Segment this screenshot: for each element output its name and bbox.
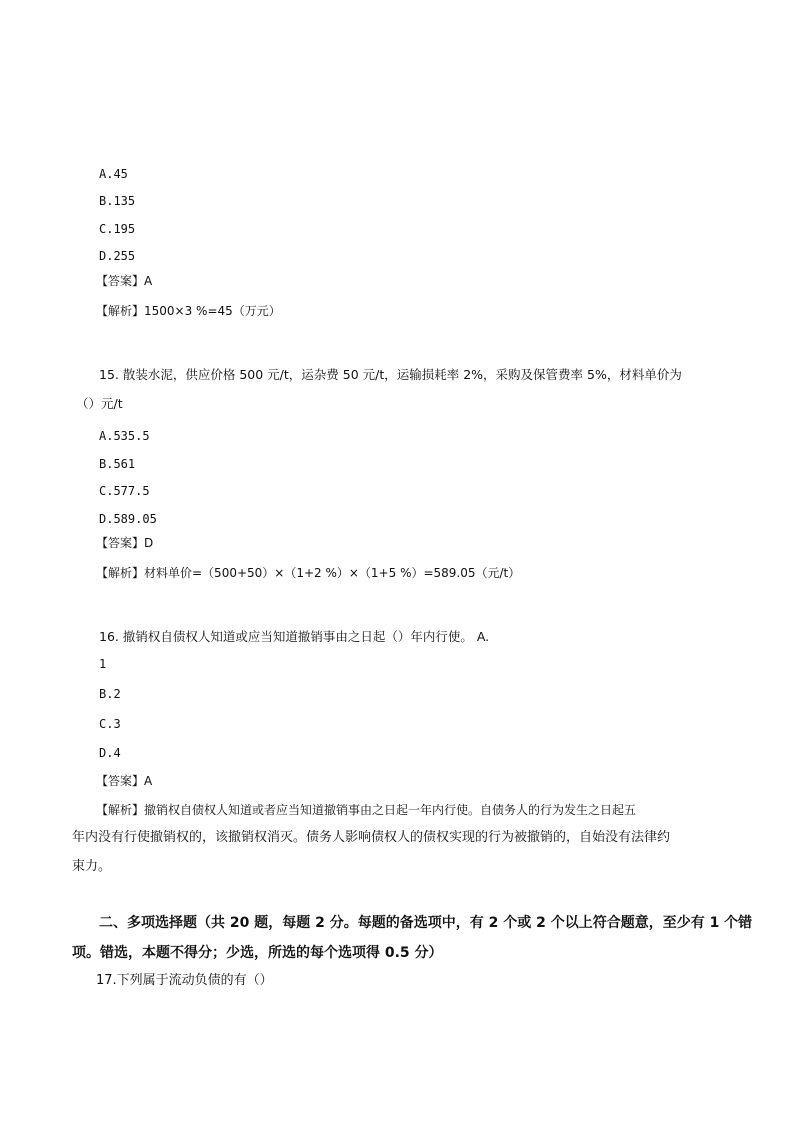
q15-option-b: B.561 [99, 457, 136, 471]
q15-stem-line1: 15. 散装水泥，供应价格 500 元/t，运杂费 50 元/t，运输损耗率 2%，采购及保管费率 5%，材料单价为 [99, 367, 682, 382]
q14-option-c: C.195 [99, 222, 136, 236]
q14-option-a: A.45 [99, 167, 128, 181]
q16-answer: 【答案】A [96, 774, 153, 788]
q15-stem-line2: （）元/t [76, 396, 123, 411]
q16-option-d: D.4 [99, 746, 121, 760]
q16-explanation-line1: 【解析】撤销权自债权人知道或者应当知道撤销事由之日起一年内行使。自债务人的行为发生之日起五 [96, 803, 637, 817]
q17-stem: 17.下列属于流动负债的有（） [96, 973, 273, 988]
q15-option-d: D.589.05 [99, 512, 157, 526]
q14-explanation: 【解析】1500×3 %=45（万元） [96, 304, 281, 318]
section2-heading-line1: 二、多项选择题（共 20 题，每题 2 分。每题的备选项中，有 2 个或 2 个以上符合题意，至少有 1 个错 [99, 915, 753, 931]
q14-answer: 【答案】A [96, 274, 153, 288]
q16-option-a: 1 [99, 657, 107, 671]
q15-answer: 【答案】D [96, 536, 154, 550]
q15-option-a: A.535.5 [99, 429, 150, 443]
q15-option-c: C.577.5 [99, 484, 150, 498]
section2-heading-line2: 项。错选，本题不得分；少选，所选的每个选项得 0.5 分） [72, 945, 443, 961]
q16-explanation-line2: 年内没有行使撤销权的，该撤销权消灭。债务人影响债权人的债权实现的行为被撤销的，自始没有法律约 [72, 830, 671, 845]
q16-explanation-line3: 束力。 [72, 859, 112, 874]
q16-option-b: B.2 [99, 687, 121, 701]
q14-option-d: D.255 [99, 249, 136, 263]
q16-option-c: C.3 [99, 717, 121, 731]
q14-option-b: B.135 [99, 194, 136, 208]
q16-stem: 16. 撤销权自债权人知道或应当知道撤销事由之日起（）年内行使。 A. [99, 629, 490, 644]
q15-explanation: 【解析】材料单价=（500+50）×（1+2 %）×（1+5 %）=589.05（元/t） [96, 566, 521, 580]
